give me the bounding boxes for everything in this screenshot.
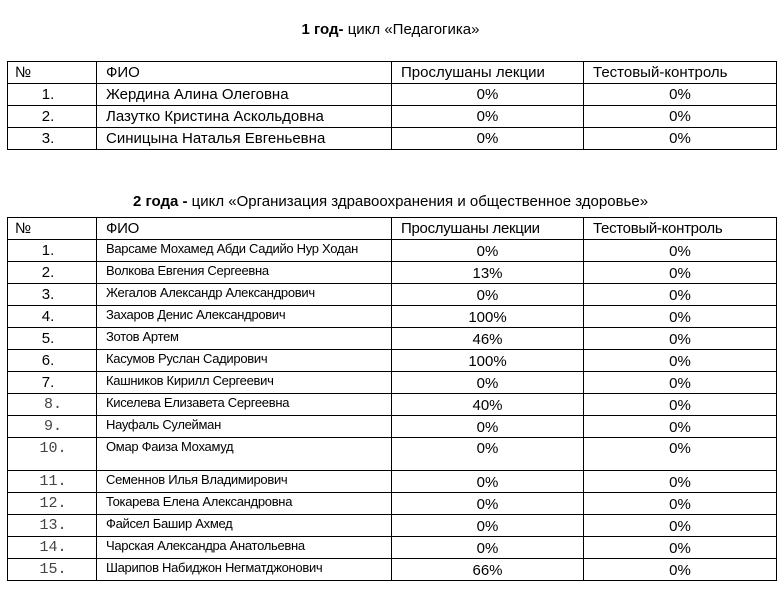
row-fio: Токарева Елена Александровна [97,493,392,515]
row-num: 7. [8,372,97,394]
row-lectures: 0% [392,106,584,128]
row-test: 0% [584,559,777,581]
header-lectures: Прослушаны лекции [392,62,584,84]
row-test: 0% [584,350,777,372]
row-fio: Чарская Александра Анатольевна [97,537,392,559]
table-row [8,394,777,416]
table-row [8,493,777,515]
row-lectures: 13% [392,262,584,284]
row-fio: Захаров Денис Александрович [97,306,392,328]
row-lectures: 0% [392,493,584,515]
row-fio: Зотов Артем [97,328,392,350]
row-lectures: 0% [392,537,584,559]
row-test: 0% [584,106,777,128]
row-lectures: 0% [392,240,584,262]
table-row [8,328,777,350]
table-row [8,128,777,150]
row-lectures: 100% [392,306,584,328]
row-test: 0% [584,306,777,328]
row-fio: Жегалов Александр Александрович [97,284,392,306]
row-lectures: 0% [392,471,584,493]
row-fio: Киселева Елизавета Сергеевна [97,394,392,416]
row-fio: Касумов Руслан Садирович [97,350,392,372]
row-num: 9. [8,416,97,438]
row-lectures: 0% [392,372,584,394]
section1-table [7,61,777,150]
row-fio: Шарипов Набиджон Негматджонович [97,559,392,581]
section1-title-bold: 1 год- [301,21,344,38]
table-row [8,471,777,493]
row-num: 13. [8,515,97,537]
header-num: № [8,62,97,84]
row-test: 0% [584,493,777,515]
table-row [8,240,777,262]
row-test: 0% [584,284,777,306]
row-num: 3. [8,128,97,150]
row-lectures: 40% [392,394,584,416]
row-num: 1. [8,240,97,262]
table-row [8,306,777,328]
row-num: 2. [8,262,97,284]
header-test: Тестовый-контроль [584,218,777,240]
table-row [8,284,777,306]
row-lectures: 66% [392,559,584,581]
section2-title-bold: 2 года - [132,193,188,210]
row-test: 0% [584,262,777,284]
table-row [8,537,777,559]
row-num: 6. [8,350,97,372]
row-num: 5. [8,328,97,350]
table-row [8,438,777,471]
row-num: 1. [8,84,97,106]
row-lectures: 100% [392,350,584,372]
row-num: 10. [8,438,97,471]
row-lectures: 46% [392,328,584,350]
row-lectures: 0% [392,416,584,438]
table-row [8,262,777,284]
table-row [8,350,777,372]
row-fio: Кашников Кирилл Сергеевич [97,372,392,394]
row-fio: Омар Фаиза Мохамуд [97,438,392,471]
table-header-row [8,62,777,84]
table-row [8,84,777,106]
section1-title [0,21,781,38]
row-fio: Синицына Наталья Евгеньевна [97,128,392,150]
header-fio: ФИО [97,62,392,84]
row-num: 15. [8,559,97,581]
row-num: 12. [8,493,97,515]
table-header-row [8,218,777,240]
header-fio: ФИО [97,218,392,240]
row-num: 14. [8,537,97,559]
row-test: 0% [584,515,777,537]
row-lectures: 0% [392,284,584,306]
row-fio: Файсел Башир Ахмед [97,515,392,537]
row-num: 4. [8,306,97,328]
row-num: 3. [8,284,97,306]
row-test: 0% [584,471,777,493]
row-test: 0% [584,416,777,438]
row-lectures: 0% [392,438,584,471]
section2-title [0,193,781,210]
row-lectures: 0% [392,84,584,106]
row-test: 0% [584,328,777,350]
row-test: 0% [584,240,777,262]
section2-table [7,217,777,581]
header-test: Тестовый-контроль [584,62,777,84]
table-row [8,416,777,438]
row-fio: Волкова Евгения Сергеевна [97,262,392,284]
row-test: 0% [584,537,777,559]
section2-title-rest: цикл «Организация здравоохранения и общественное здоровье» [187,193,649,210]
row-test: 0% [584,128,777,150]
row-test: 0% [584,438,777,471]
row-num: 11. [8,471,97,493]
row-lectures: 0% [392,515,584,537]
header-num: № [8,218,97,240]
row-lectures: 0% [392,128,584,150]
table-row [8,559,777,581]
row-fio: Семеннов Илья Владимирович [97,471,392,493]
section1-title-rest: цикл «Педагогика» [343,21,480,38]
row-fio: Лазутко Кристина Аскольдовна [97,106,392,128]
row-test: 0% [584,372,777,394]
table-row [8,106,777,128]
row-test: 0% [584,84,777,106]
table-row [8,372,777,394]
row-test: 0% [584,394,777,416]
table-row [8,515,777,537]
row-fio: Варсаме Мохамед Абди Садийо Нур Ходан [97,240,392,262]
row-fio: Жердина Алина Олеговна [97,84,392,106]
header-lectures: Прослушаны лекции [392,218,584,240]
row-num: 8. [8,394,97,416]
row-fio: Науфаль Сулейман [97,416,392,438]
row-num: 2. [8,106,97,128]
